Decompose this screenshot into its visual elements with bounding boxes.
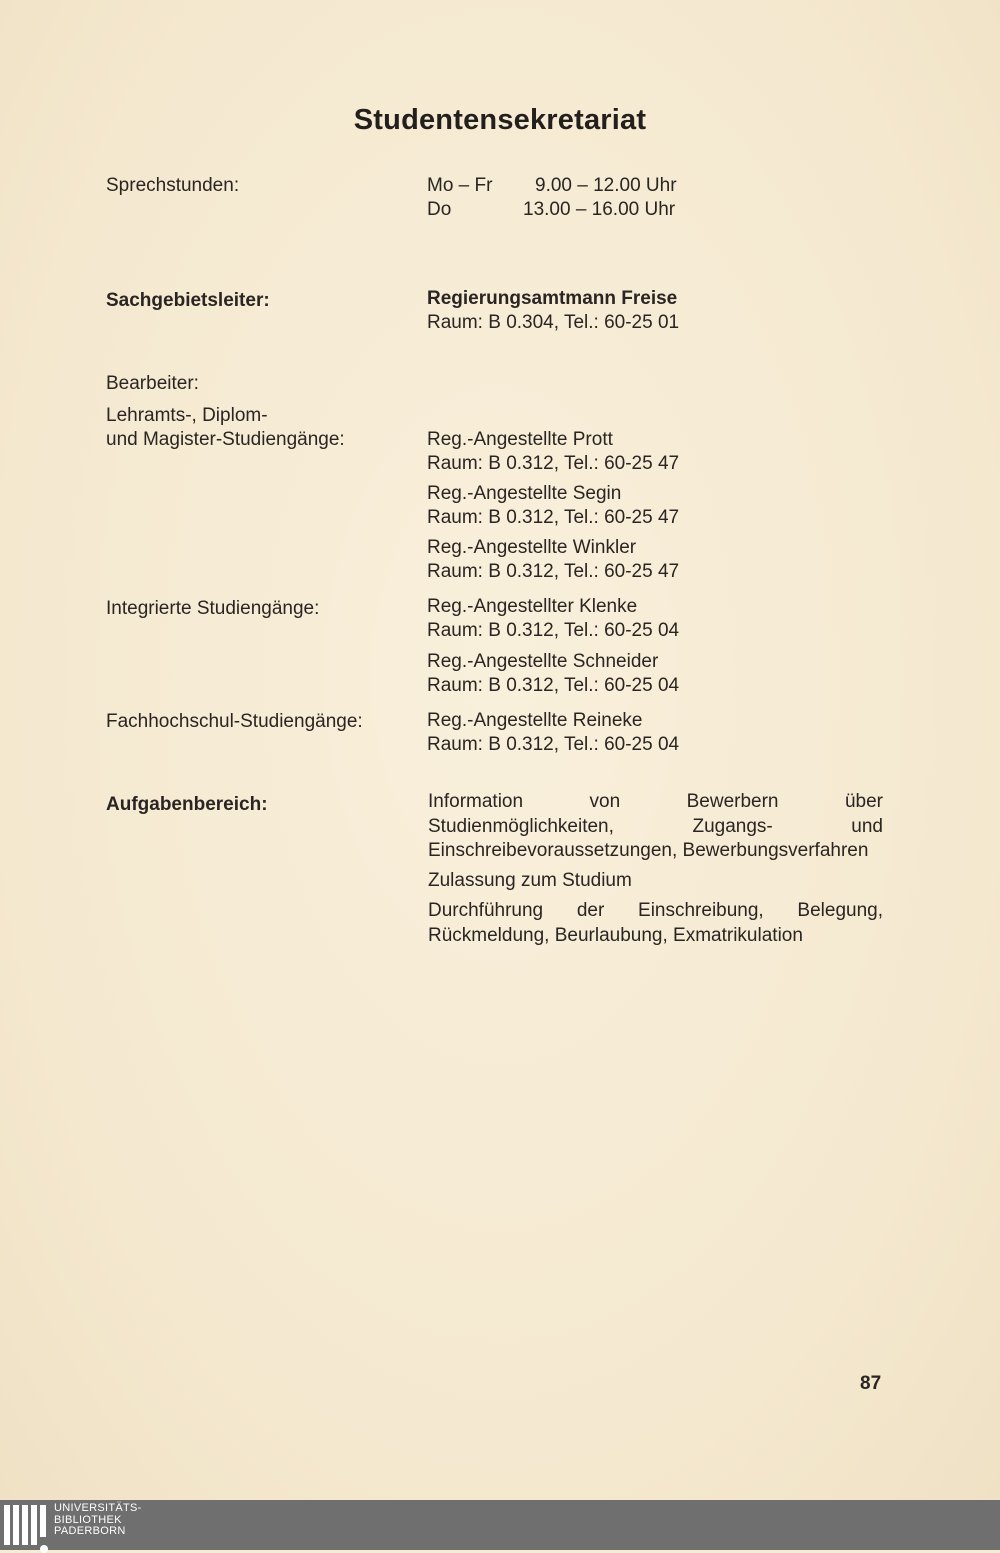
aufgaben-paragraph-1: Information von Bewerbern über Studienmöglichkeiten, Zugangs- und Einschreibevoraussetzungen, Bewerbungsverfahren [428, 791, 883, 861]
bearbeiter-label: Bearbeiter: [106, 373, 199, 394]
library-line-3: PADERBORN [54, 1525, 126, 1537]
sachgebietsleiter-room: Raum: B 0.304, Tel.: 60-25 01 [427, 312, 680, 333]
sprechstunden-time-1: 9.00 – 12.00 Uhr [535, 175, 677, 196]
staff-prott-name: Reg.-Angestellte Prott [427, 429, 613, 450]
group2-label: Integrierte Studiengänge: [106, 598, 320, 619]
staff-reineke-name: Reg.-Angestellte Reineke [427, 710, 643, 731]
group1-label-line1: Lehramts-, Diplom- [106, 405, 268, 426]
aufgabenbereich-label: Aufgabenbereich: [106, 794, 268, 815]
sprechstunden-time-2: 13.00 – 16.00 Uhr [523, 199, 676, 220]
library-line-2: BIBLIOTHEK [54, 1513, 122, 1526]
page-title: Studentensekretariat [353, 104, 647, 136]
staff-klenke-name: Reg.-Angestellter Klenke [427, 596, 638, 617]
sprechstunden-day-2: Do [427, 199, 452, 220]
staff-reineke-room: Raum: B 0.312, Tel.: 60-25 04 [427, 734, 680, 755]
staff-prott-room: Raum: B 0.312, Tel.: 60-25 47 [427, 453, 680, 474]
library-footer [0, 1500, 1000, 1550]
page-number: 87 [860, 1373, 882, 1394]
aufgaben-paragraph-2: Zulassung zum Studium [428, 870, 632, 891]
staff-winkler-name: Reg.-Angestellte Winkler [427, 537, 637, 558]
sprechstunden-day-1: Mo – Fr [427, 175, 493, 196]
group1-label-line2: und Magister-Studiengänge: [106, 429, 345, 450]
library-logo-icon [4, 1505, 48, 1545]
library-line-1: UNIVERSITÄTS- [54, 1502, 142, 1514]
staff-klenke-room: Raum: B 0.312, Tel.: 60-25 04 [427, 620, 680, 641]
staff-segin-name: Reg.-Angestellte Segin [427, 483, 622, 504]
staff-schneider-room: Raum: B 0.312, Tel.: 60-25 04 [427, 675, 680, 696]
sachgebietsleiter-label: Sachgebietsleiter: [106, 290, 270, 311]
sachgebietsleiter-name: Regierungsamtmann Freise [427, 288, 678, 309]
staff-winkler-room: Raum: B 0.312, Tel.: 60-25 47 [427, 561, 680, 582]
sprechstunden-label: Sprechstunden: [106, 175, 240, 196]
aufgaben-paragraph-3: Durchführung der Einschreibung, Belegung, Rückmeldung, Beurlaubung, Exmatrikulation [428, 900, 883, 946]
staff-segin-room: Raum: B 0.312, Tel.: 60-25 47 [427, 507, 680, 528]
staff-schneider-name: Reg.-Angestellte Schneider [427, 651, 659, 672]
group3-label: Fachhochschul-Studiengänge: [106, 711, 363, 732]
library-logo-text [54, 1503, 142, 1538]
